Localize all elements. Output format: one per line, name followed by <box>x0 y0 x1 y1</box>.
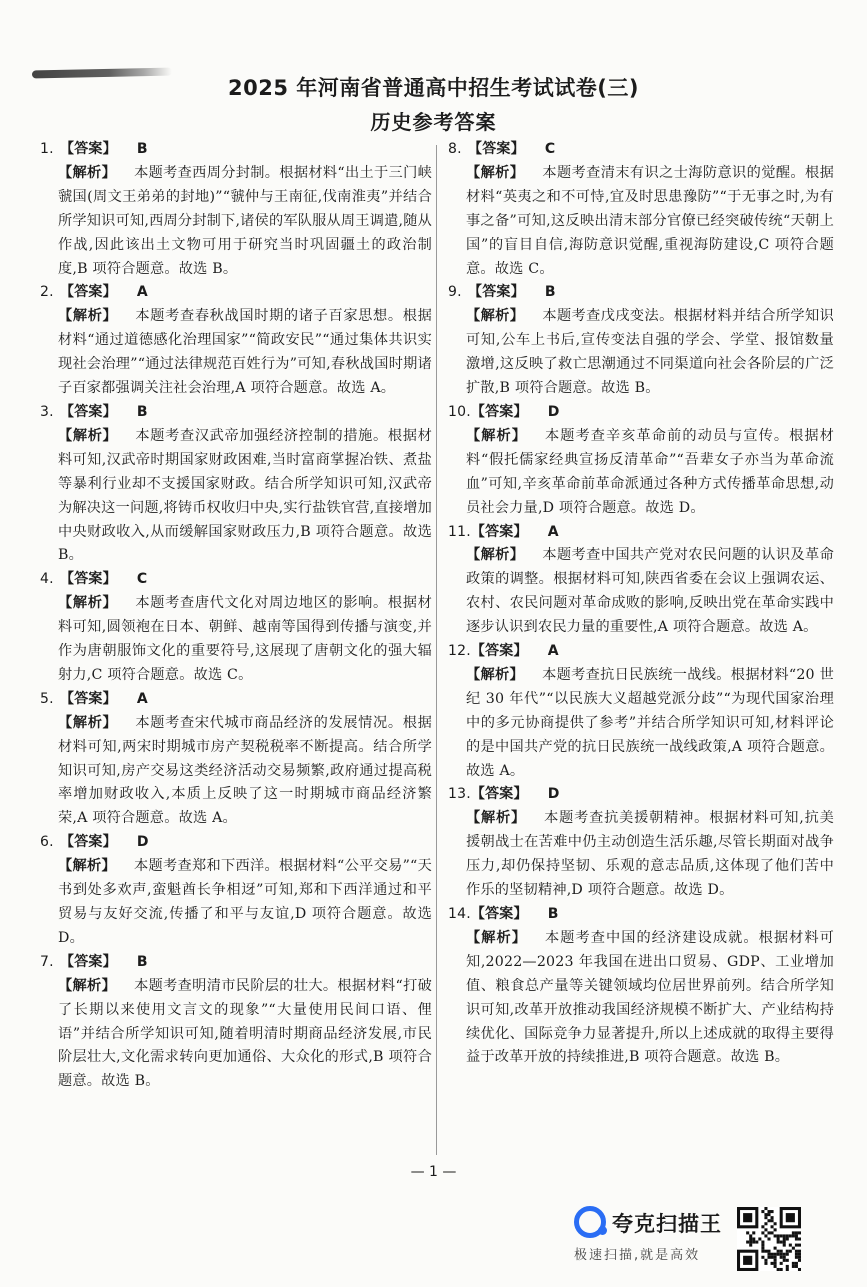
analysis-paragraph <box>40 162 432 282</box>
answer-choice: B <box>136 403 148 420</box>
answer-choice: A <box>547 643 559 660</box>
analysis-text: 本题考查汉武帝加强经济控制的措施。根据材料可知,汉武帝时期国家财政困难,当时富商掌握冶铁、煮盐等暴利行业却不支援国家财政。结合所学知识可知,汉武帝为解决这一问题,将铸币权收归中央,实行盐铁官营,直接增加中央财政收入,从而缓解国家财政压力,B 项符合题意。故选 B。 <box>58 427 432 564</box>
answer-tag: 【答案】 <box>60 571 117 588</box>
analysis-text: 本题考查中国共产党对农民问题的认识及革命政策的调整。根据材料可知,陕西省委在会议上强调农运、农村、农民问题对革命成败的影响,反映出党在革命实践中逐步认识到农民力量的重要性,A 项符合题意。故选 A。 <box>466 547 834 636</box>
answer-choice: C <box>136 571 148 588</box>
answer-line <box>40 831 432 855</box>
analysis-tag: 【解析】 <box>466 427 528 444</box>
analysis-tag: 【解析】 <box>58 164 117 181</box>
question-block <box>448 521 834 641</box>
page-title: 2025 年河南省普通高中招生考试试卷(三) <box>228 76 639 100</box>
analysis-tag: 【解析】 <box>466 547 525 564</box>
answer-choice: A <box>136 284 148 301</box>
question-block <box>448 138 834 281</box>
answer-choice: B <box>544 284 556 301</box>
question-number: 6. <box>40 834 54 851</box>
answer-choice: B <box>136 953 148 970</box>
answer-tag: 【答案】 <box>60 141 117 157</box>
answer-tag: 【答案】 <box>470 523 528 540</box>
answer-tag: 【答案】 <box>60 834 117 851</box>
analysis-tag: 【解析】 <box>466 810 527 827</box>
answer-tag: 【答案】 <box>470 643 528 660</box>
question-number: 5. <box>40 690 54 707</box>
question-block <box>448 281 834 401</box>
question-block <box>448 903 834 1070</box>
answer-tag: 【答案】 <box>468 284 525 301</box>
analysis-text: 本题考查清末有识之士海防意识的觉醒。根据材料“英夷之和不可恃,宜及时思患豫防”“于无事之时,为有事之备”可知,这反映出清末部分官僚已经突破传统“天朝上国”的盲目自信,海防意识觉醒,重视海防建设,C 项符合题意。故选 C。 <box>466 164 834 277</box>
column-divider <box>436 145 437 1155</box>
answer-choice: A <box>547 523 559 540</box>
analysis-text: 本题考查抗日民族统一战线。根据材料“20 世纪 30 年代”“以民族大义超越党派分歧”“为现代国家治理中的多元协商提供了参考”并结合所学知识可知,材料评论的是中国共产党的抗日民族统一战线政策,A 项符合题意。故选 A。 <box>466 666 834 779</box>
answer-line <box>40 951 432 975</box>
answer-choice: C <box>544 141 556 157</box>
question-block <box>40 281 432 401</box>
question-block <box>40 831 432 951</box>
question-block <box>448 783 834 903</box>
answer-choice: D <box>136 834 149 851</box>
analysis-tag: 【解析】 <box>58 308 118 325</box>
right-column <box>448 138 834 1070</box>
question-block <box>448 640 834 783</box>
analysis-paragraph <box>448 425 834 521</box>
question-number: 13. <box>448 786 471 803</box>
analysis-text: 本题考查西周分封制。根据材料“出土于三门峡虢国(周文王弟弟的封地)”“虢仲与王南征,伐南淮夷”并结合所学知识可知,西周分封制下,诸侯的军队服从周王调遣,随从作战,因此该出土文物可用于研究当时巩固疆土的政治制度,B 项符合题意。故选 B。 <box>58 164 432 277</box>
question-number: 4. <box>40 571 54 588</box>
question-block <box>448 401 834 521</box>
question-number: 8. <box>448 141 462 157</box>
answer-tag: 【答案】 <box>60 403 117 420</box>
answer-tag: 【答案】 <box>468 141 525 157</box>
analysis-text: 本题考查辛亥革命前的动员与宣传。根据材料“假托儒家经典宣扬反清革命”“吾辈女子亦当为革命流血”可知,辛亥革命前革命派通过各种方式传播革命思想,动员社会力量,D 项符合题意。故选 D。 <box>466 427 834 516</box>
analysis-paragraph <box>40 712 432 832</box>
analysis-text: 本题考查明清市民阶层的壮大。根据材料“打破了长期以来使用文言文的现象”“大量使用民间口语、俚语”并结合所学知识可知,随着明清时期商品经济发展,市民阶层壮大,文化需求转向更加通俗、大众化的形式,B 项符合题意。故选 B。 <box>58 977 432 1090</box>
analysis-paragraph <box>40 305 432 401</box>
left-column <box>40 138 432 1094</box>
answer-line <box>40 281 432 305</box>
analysis-text: 本题考查戊戌变法。根据材料并结合所学知识可知,公车上书后,宣传变法自强的学会、学堂、报馆数量激增,这反映了救亡思潮通过不同渠道向社会各阶层的广泛扩散,B 项符合题意。故选 B。 <box>466 308 834 397</box>
answer-choice: B <box>547 906 559 922</box>
analysis-text: 本题考查春秋战国时期的诸子百家思想。根据材料“通过道德感化治理国家”“简政安民”“通过集体共识实现社会治理”“通过法律规范百姓行为”可知,春秋战国时期诸子百家都强调关注社会治理,A 项符合题意。故选 A。 <box>58 308 432 397</box>
analysis-paragraph <box>448 927 834 1070</box>
analysis-paragraph <box>40 592 432 688</box>
answer-line <box>448 640 834 664</box>
answer-tag: 【答案】 <box>470 786 528 803</box>
answer-choice: A <box>136 690 148 707</box>
analysis-paragraph <box>40 855 432 951</box>
analysis-tag: 【解析】 <box>58 977 117 994</box>
answer-line <box>40 568 432 592</box>
analysis-paragraph <box>448 544 834 640</box>
quark-logo-icon <box>574 1206 606 1238</box>
analysis-paragraph <box>40 425 432 568</box>
answer-line <box>448 401 834 425</box>
analysis-text: 本题考查唐代文化对周边地区的影响。根据材料可知,圆领袍在日本、朝鲜、越南等国得到传播与演变,并作为唐朝服饰文化的重要符号,这展现了唐朝文化的强大辐射力,C 项符合题意。故选 C。 <box>58 595 432 683</box>
question-number: 2. <box>40 284 54 301</box>
answer-choice: D <box>547 403 560 420</box>
question-number: 14. <box>448 906 471 922</box>
analysis-paragraph <box>448 305 834 401</box>
watermark-brand: 夸克扫描王 <box>612 1212 722 1236</box>
analysis-text: 本题考查中国的经济建设成就。根据材料可知,2022—2023 年我国在进出口贸易、GDP、工业增加值、粮食总产量等关键领域均位居世界前列。结合所学知识可知,改革开放推动我国经济规模不断扩大、产业结构持续优化、国际竞争力显著提升,所以上述成就的取得主要得益于改革开放的持续推进,B 项符合题意。故选 B。 <box>466 929 834 1066</box>
analysis-paragraph <box>40 975 432 1095</box>
analysis-paragraph <box>448 664 834 784</box>
analysis-tag: 【解析】 <box>466 666 525 683</box>
question-number: 12. <box>448 643 471 660</box>
watermark-slogan: 极速扫描,就是高效 <box>574 1248 701 1263</box>
analysis-text: 本题考查郑和下西洋。根据材料“公平交易”“天书到处多欢声,蛮魁酋长争相迓”可知,郑和下西洋通过和平贸易与友好交流,传播了和平与友谊,D 项符合题意。故选 D。 <box>58 858 432 946</box>
question-number: 3. <box>40 403 54 420</box>
question-number: 1. <box>40 141 54 157</box>
answer-line <box>448 903 834 927</box>
qr-code-icon <box>737 1207 801 1271</box>
question-block <box>40 568 432 688</box>
analysis-tag: 【解析】 <box>58 714 118 731</box>
analysis-tag: 【解析】 <box>58 427 118 444</box>
analysis-paragraph <box>448 162 834 282</box>
question-number: 9. <box>448 284 462 301</box>
analysis-text: 本题考查宋代城市商品经济的发展情况。根据材料可知,两宋时期城市房产契税税率不断提高。结合所学知识可知,房产交易这类经济活动交易频繁,政府通过提高税率增加财政收入,本质上反映了这一时期城市商品经济繁荣,A 项符合题意。故选 A。 <box>58 714 432 827</box>
answer-line <box>448 281 834 305</box>
scanner-watermark <box>574 1200 734 1270</box>
answer-line <box>448 783 834 807</box>
answer-tag: 【答案】 <box>60 690 117 707</box>
analysis-tag: 【解析】 <box>58 595 118 612</box>
page-number: — 1 — <box>410 1164 457 1180</box>
answer-tag: 【答案】 <box>60 284 117 301</box>
analysis-paragraph <box>448 807 834 903</box>
analysis-tag: 【解析】 <box>466 929 528 946</box>
analysis-tag: 【解析】 <box>466 164 525 181</box>
question-number: 10. <box>448 403 471 420</box>
answer-line <box>448 521 834 545</box>
answer-line <box>40 688 432 712</box>
answer-tag: 【答案】 <box>470 403 528 420</box>
question-block <box>40 138 432 281</box>
question-number: 7. <box>40 953 54 970</box>
analysis-tag: 【解析】 <box>466 308 525 325</box>
question-block <box>40 401 432 568</box>
question-block <box>40 688 432 831</box>
analysis-text: 本题考查抗美援朝精神。根据材料可知,抗美援朝战士在苦难中仍主动创造生活乐趣,尽管长期面对战争压力,却仍保持坚韧、乐观的意志品质,这体现了他们苦中作乐的坚韧精神,D 项符合题意。故选 D。 <box>466 810 834 899</box>
question-block <box>40 951 432 1094</box>
answer-line <box>448 138 834 162</box>
answer-line <box>40 401 432 425</box>
analysis-tag: 【解析】 <box>58 858 117 875</box>
answer-tag: 【答案】 <box>60 953 117 970</box>
page-subtitle: 历史参考答案 <box>370 110 497 134</box>
answer-tag: 【答案】 <box>470 906 528 922</box>
question-number: 11. <box>448 523 471 540</box>
answer-choice: B <box>136 141 148 157</box>
answer-choice: D <box>547 786 560 803</box>
answer-line <box>40 138 432 162</box>
